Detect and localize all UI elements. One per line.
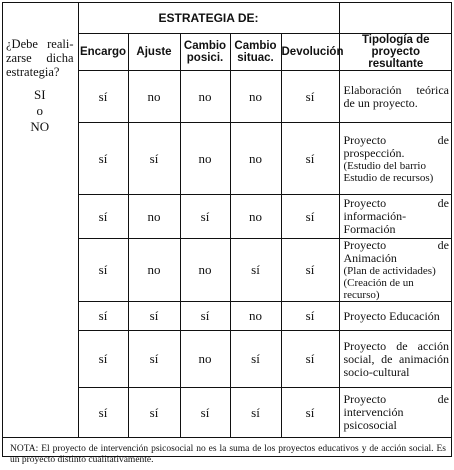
value-cell: sí bbox=[281, 71, 339, 123]
tipologia-cell bbox=[339, 331, 452, 388]
note-row bbox=[2, 438, 452, 470]
question-cell bbox=[2, 3, 78, 438]
value-cell: sí bbox=[230, 388, 281, 438]
value-cell: no bbox=[230, 123, 281, 195]
value-cell: sí bbox=[78, 123, 128, 195]
col-header-encargo: Encargo bbox=[78, 34, 128, 71]
col-header-devolucion: Devolución bbox=[281, 34, 339, 71]
col-header-tipologia: Tipología de proyecto resultante bbox=[339, 34, 452, 71]
strategy-heading: ESTRATEGIA DE: bbox=[78, 3, 339, 34]
value-cell: sí bbox=[78, 239, 128, 302]
value-cell: sí bbox=[281, 195, 339, 239]
value-cell: sí bbox=[230, 239, 281, 302]
tipologia-text: Proyecto de Animación bbox=[344, 239, 450, 265]
tipologia-cell bbox=[339, 239, 452, 302]
tipologia-text: Elaboración teórica de un proyecto. bbox=[344, 84, 450, 110]
value-cell: sí bbox=[281, 123, 339, 195]
value-cell: sí bbox=[128, 123, 180, 195]
value-cell: no bbox=[128, 195, 180, 239]
footnote: NOTA: El proyecto de intervención psicosocial no es la suma de los proyectos educativos y de acción social. Es un proyecto distinto cualitativamente. bbox=[2, 438, 452, 470]
value-cell: no bbox=[230, 195, 281, 239]
value-cell: sí bbox=[180, 302, 230, 331]
value-cell: sí bbox=[128, 302, 180, 331]
value-cell: no bbox=[230, 302, 281, 331]
value-cell: sí bbox=[281, 388, 339, 438]
question-text: ¿Debe reali-zarse dicha estrategia? bbox=[2, 37, 78, 79]
value-cell: sí bbox=[230, 331, 281, 388]
value-cell: sí bbox=[281, 239, 339, 302]
o-label: o bbox=[2, 103, 78, 119]
col-header-cambio-posici: Cambio posici. bbox=[180, 34, 230, 71]
value-cell: sí bbox=[78, 302, 128, 331]
value-cell: sí bbox=[78, 388, 128, 438]
tipologia-cell bbox=[339, 71, 452, 123]
col-header-ajuste: Ajuste bbox=[128, 34, 180, 71]
value-cell: no bbox=[180, 239, 230, 302]
tipologia-subtext: (Plan de actividades) bbox=[344, 265, 450, 277]
tipologia-text: Proyecto de intervención psicosocial bbox=[344, 393, 450, 432]
empty-top-right bbox=[339, 3, 452, 34]
value-cell: no bbox=[230, 71, 281, 123]
tipologia-cell bbox=[339, 302, 452, 331]
value-cell: sí bbox=[180, 388, 230, 438]
tipologia-subtext: (Creación de un recurso) bbox=[344, 277, 450, 301]
value-cell: sí bbox=[128, 331, 180, 388]
no-label: NO bbox=[2, 119, 78, 135]
value-cell: no bbox=[128, 239, 180, 302]
value-cell: sí bbox=[281, 302, 339, 331]
value-cell: no bbox=[180, 331, 230, 388]
tipologia-cell bbox=[339, 195, 452, 239]
tipologia-subtext: Estudio de recursos) bbox=[344, 172, 450, 184]
tipologia-text: Proyecto de acción social, de animación socio-cultural bbox=[344, 340, 450, 379]
value-cell: no bbox=[180, 123, 230, 195]
value-cell: sí bbox=[128, 388, 180, 438]
tipologia-text: Proyecto Educación bbox=[344, 310, 450, 323]
value-cell: no bbox=[128, 71, 180, 123]
tipologia-cell bbox=[339, 388, 452, 438]
tipologia-subtext: (Estudio del barrio bbox=[344, 160, 450, 172]
value-cell: sí bbox=[78, 195, 128, 239]
value-cell: sí bbox=[78, 71, 128, 123]
value-cell: sí bbox=[281, 331, 339, 388]
value-cell: no bbox=[180, 71, 230, 123]
tipologia-text: Proyecto de prospección. bbox=[344, 134, 450, 160]
tipologia-cell bbox=[339, 123, 452, 195]
col-header-cambio-situac: Cambio situac. bbox=[230, 34, 281, 71]
value-cell: sí bbox=[78, 331, 128, 388]
value-cell: sí bbox=[180, 195, 230, 239]
si-label: SI bbox=[2, 87, 78, 103]
strategy-table bbox=[2, 2, 452, 470]
tipologia-text: Proyecto de información-Formación bbox=[344, 197, 450, 236]
